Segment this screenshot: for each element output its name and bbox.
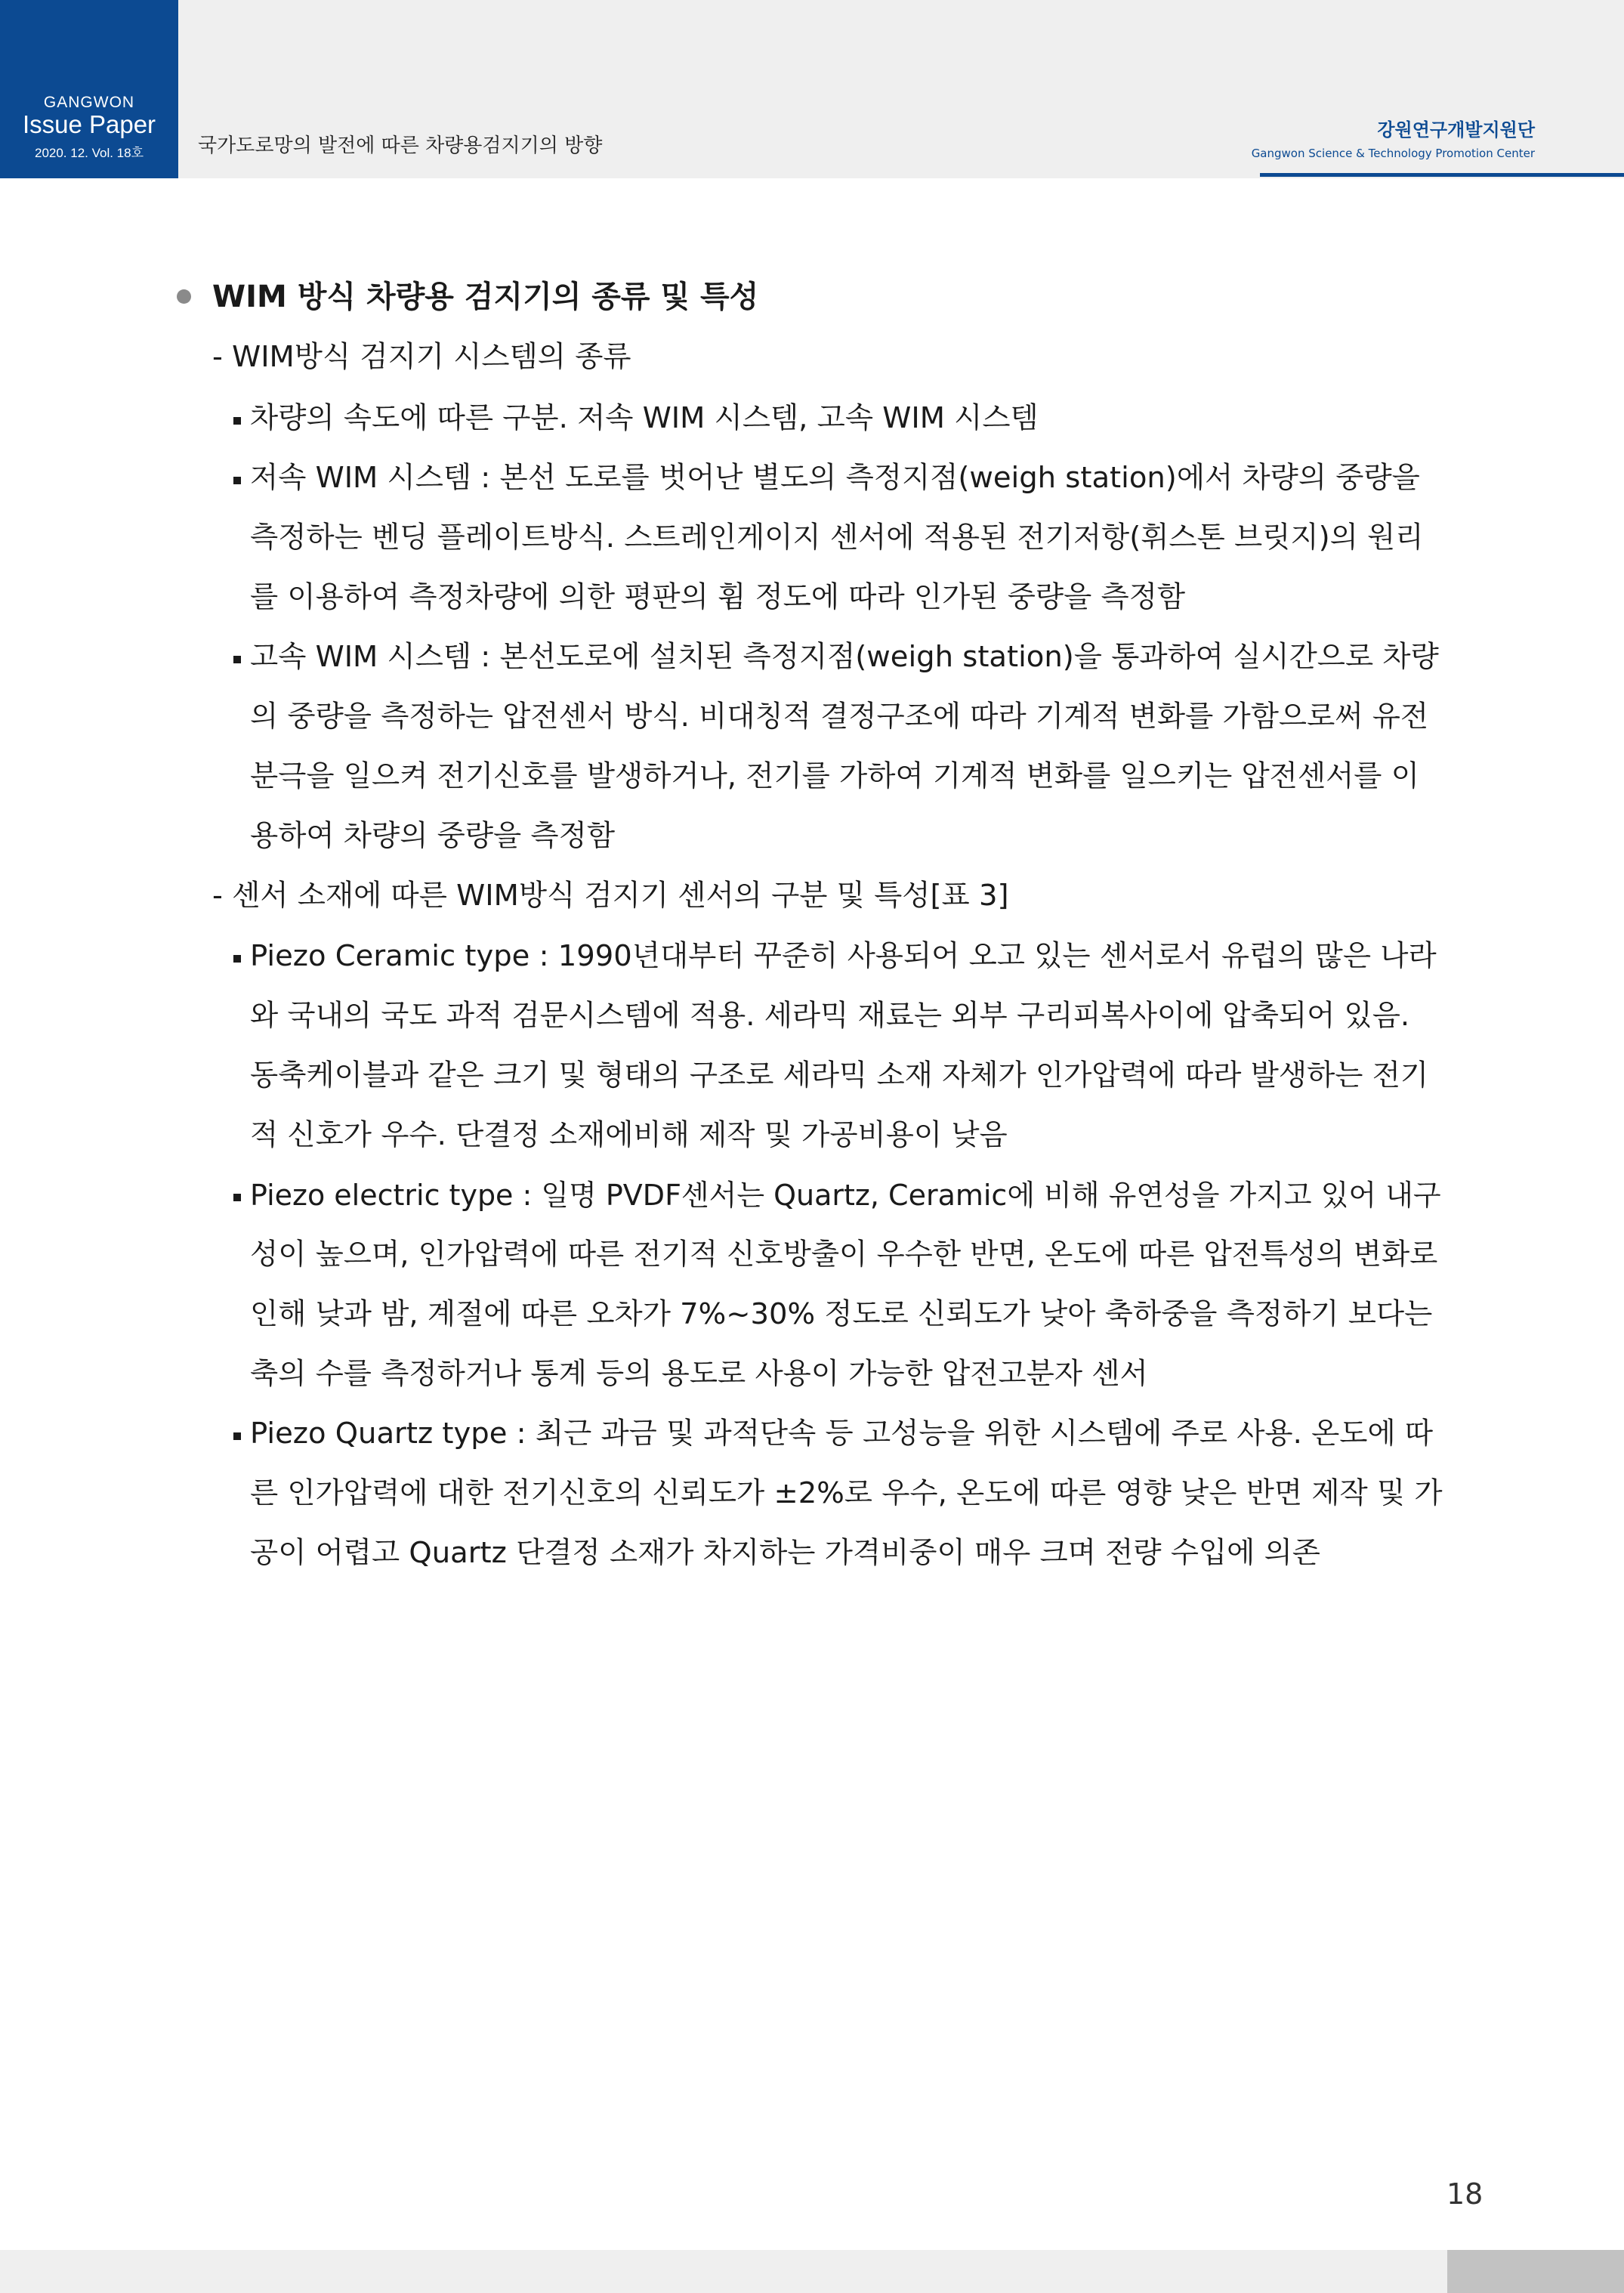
footer-bar	[0, 2250, 1624, 2293]
list-item-line: Piezo Quartz type : 최근 과금 및 과적단속 등 고성능을 위한 시스템에 주로 사용. 온도에 따	[250, 1417, 1434, 1451]
organization-name-korean: 강원연구개발지원단	[1377, 119, 1535, 141]
square-bullet-icon	[233, 1194, 241, 1201]
square-bullet-icon	[233, 477, 241, 484]
list-item-line: 를 이용하여 측정차량에 의한 평판의 휨 정도에 따라 인가된 중량을 측정함	[250, 580, 1186, 614]
square-bullet-icon	[233, 1432, 241, 1440]
square-bullet-icon	[233, 417, 241, 425]
list-item-line: 측정하는 벤딩 플레이트방식. 스트레인게이지 센서에 적용된 전기저항(휘스톤 브릿지)의 원리	[250, 521, 1424, 555]
issue-meta: 2020. 12. Vol. 18호	[34, 146, 144, 160]
list-item-line: 의 중량을 측정하는 압전센서 방식. 비대칭적 결정구조에 따라 기계적 변화를 가함으로써 유전	[250, 700, 1429, 734]
section-heading: WIM 방식 차량용 검지기의 종류 및 특성	[212, 280, 759, 314]
list-item-line: 고속 WIM 시스템 : 본선도로에 설치된 측정지점(weigh station)을 통과하여 실시간으로 차량	[250, 640, 1439, 674]
page-number: 18	[1446, 2177, 1484, 2211]
section-bullet-icon	[177, 289, 191, 304]
list-item-line: 축의 수를 측정하거나 통계 등의 용도로 사용이 가능한 압전고분자 센서	[250, 1357, 1148, 1391]
list-item-line: 저속 WIM 시스템 : 본선 도로를 벗어난 별도의 측정지점(weigh station)에서 차량의 중량을	[250, 461, 1420, 495]
issue-paper-logo	[0, 0, 178, 178]
list-item-line: 공이 어렵고 Quartz 단결정 소재가 차지하는 가격비중이 매우 크며 전량 수입에 의존	[250, 1536, 1320, 1570]
list-item-line: 인해 낮과 밤, 계절에 따른 오차가 7%~30% 정도로 신뢰도가 낮아 축하중을 측정하기 보다는	[250, 1297, 1433, 1331]
list-item-line: 동축케이블과 같은 크기 및 형태의 구조로 세라믹 소재 자체가 인가압력에 따라 발생하는 전기	[250, 1058, 1429, 1092]
square-bullet-icon	[233, 656, 241, 663]
brand-small-text: GANGWON	[43, 94, 135, 111]
list-item-line: Piezo Ceramic type : 1990년대부터 꾸준히 사용되어 오고 있는 센서로서 유럽의 많은 나라	[250, 939, 1437, 973]
brand-title: Issue Paper	[22, 110, 156, 138]
list-item-line: Piezo electric type : 일명 PVDF센서는 Quartz, Ceramic에 비해 유연성을 가지고 있어 내구	[250, 1179, 1441, 1212]
list-item-line: 용하여 차량의 중량을 측정함	[250, 819, 616, 853]
subsection-heading: - WIM방식 검지기 시스템의 종류	[212, 340, 631, 374]
document-title: 국가도로망의 발전에 따른 차량용검지기의 방향	[198, 134, 603, 157]
subsection-heading: - 센서 소재에 따른 WIM방식 검지기 센서의 구분 및 특성[표 3]	[212, 879, 1009, 913]
header-accent-rule	[1260, 173, 1624, 177]
footer-accent-block	[1447, 2250, 1624, 2293]
list-item-line: 적 신호가 우수. 단결정 소재에비해 제작 및 가공비용이 낮음	[250, 1118, 1008, 1152]
list-item-line: 와 국내의 국도 과적 검문시스템에 적용. 세라믹 재료는 외부 구리피복사이에 압축되어 있음.	[250, 999, 1410, 1033]
list-item-line: 성이 높으며, 인가압력에 따른 전기적 신호방출이 우수한 반면, 온도에 따른 압전특성의 변화로	[250, 1238, 1438, 1272]
list-item-line: 차량의 속도에 따른 구분. 저속 WIM 시스템, 고속 WIM 시스템	[250, 401, 1039, 435]
list-item-line: 분극을 일으켜 전기신호를 발생하거나, 전기를 가하여 기계적 변화를 일으키는 압전센서를 이	[250, 759, 1419, 793]
page-header	[0, 0, 1624, 178]
list-item-line: 른 인가압력에 대한 전기신호의 신뢰도가 ±2%로 우수, 온도에 따른 영향 낮은 반면 제작 및 가	[250, 1476, 1443, 1510]
square-bullet-icon	[233, 955, 241, 963]
organization-name-english: Gangwon Science & Technology Promotion Center	[1251, 147, 1535, 160]
